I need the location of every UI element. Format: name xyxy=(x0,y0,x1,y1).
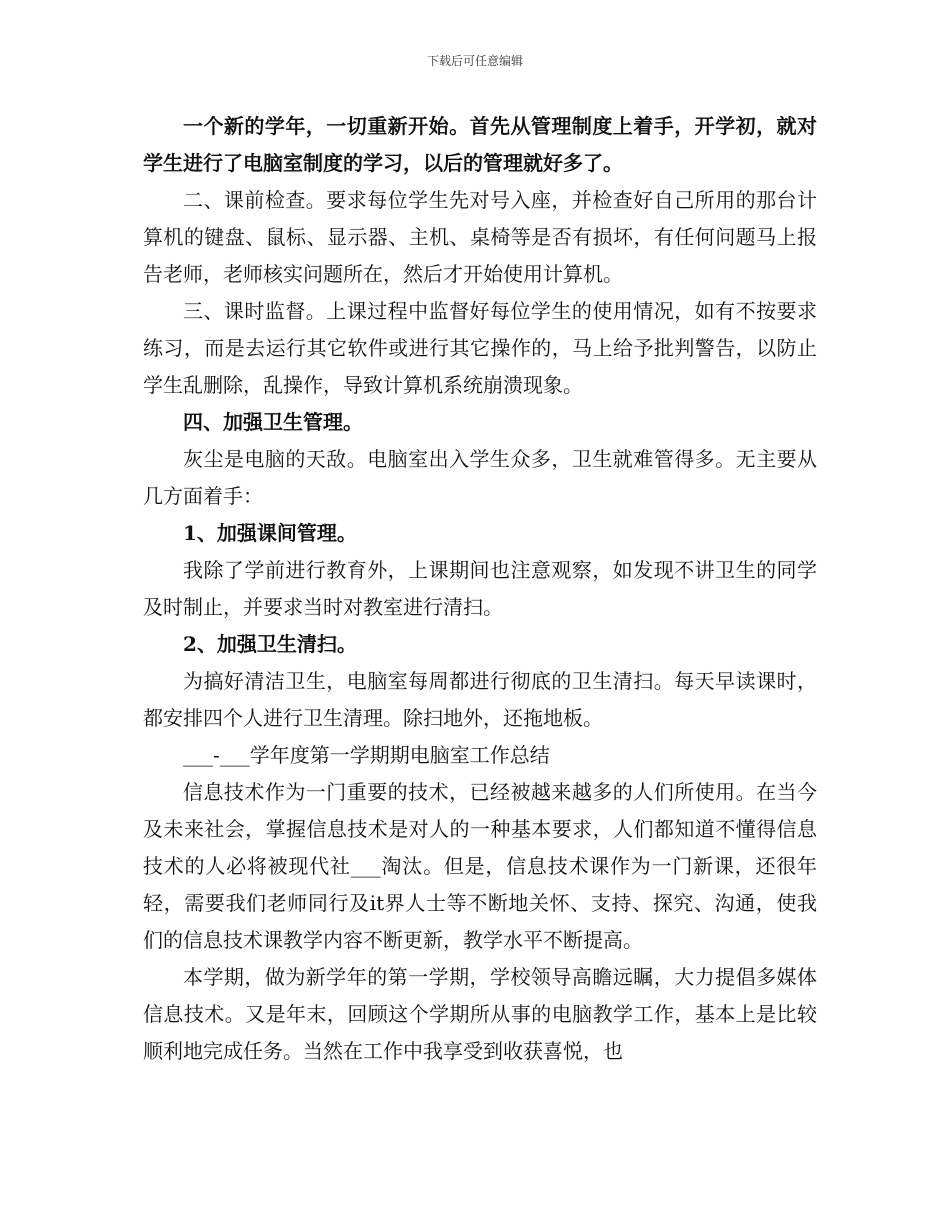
paragraph-dust: 灰尘是电脑的天敌。电脑室出入学生众多，卫生就难管得多。无主要从几方面着手： xyxy=(143,447,817,508)
paragraph-class-supervision: 三、课时监督。上课过程中监督好每位学生的使用情况，如有不按要求练习，而是去运行其它软件或进行其它操作的，马上给予批判警告，以防止学生乱删除，乱操作，导致计算机系统崩溃现象。 xyxy=(143,299,817,397)
section-heading-hygiene: 四、加强卫生管理。 xyxy=(183,410,363,434)
paragraph-pre-class-check: 二、课前检查。要求每位学生先对号入座，并检查好自己所用的那台计算机的键盘、鼠标、显示器、主机、桌椅等是否有损坏，有任何问题马上报告老师，老师核实问题所在，然后才开始使用计算机。 xyxy=(143,188,817,286)
paragraph-it-importance: 信息技术作为一门重要的技术，已经被越来越多的人们所使用。在当今及未来社会，掌握信息技术是对人的一种基本要求，人们都知道不懂得信息技术的人必将被现代社___淘汰。但是，信息技术课作为一门新课，还很年轻，需要我们老师同行及it界人士等不断地关怀、支持、探究、沟通，使我们的信息技术课教学内容不断更新，教学水平不断提高。 xyxy=(143,780,817,952)
paragraph-semester: 本学期，做为新学年的第一学期，学校领导高瞻远瞩，大力提倡多媒体信息技术。又是年末，回顾这个学期所从事的电脑教学工作，基本上是比较顺利地完成任务。当然在工作中我享受到收获喜悦，也 xyxy=(143,965,817,1063)
paragraph-intro: 一个新的学年，一切重新开始。首先从管理制度上着手，开学初，就对学生进行了电脑室制度的学习，以后的管理就好多了。 xyxy=(143,114,817,175)
document-title: ___-___学年度第一学期期电脑室工作总结 xyxy=(183,743,550,767)
paragraph-education: 我除了学前进行教育外，上课期间也注意观察，如发现不讲卫生的同学及时制止，并要求当时对教室进行清扫。 xyxy=(143,558,817,619)
page-header: 下载后可任意编辑 xyxy=(426,54,523,68)
subheading-break-management: 1、加强课间管理。 xyxy=(183,521,357,545)
subheading-cleaning: 2、加强卫生清扫。 xyxy=(183,632,357,656)
paragraph-cleaning: 为搞好清洁卫生，电脑室每周都进行彻底的卫生清扫。每天早读课时，都安排四个人进行卫生清理。除扫地外，还拖地板。 xyxy=(143,669,817,730)
document-body xyxy=(143,108,817,1070)
